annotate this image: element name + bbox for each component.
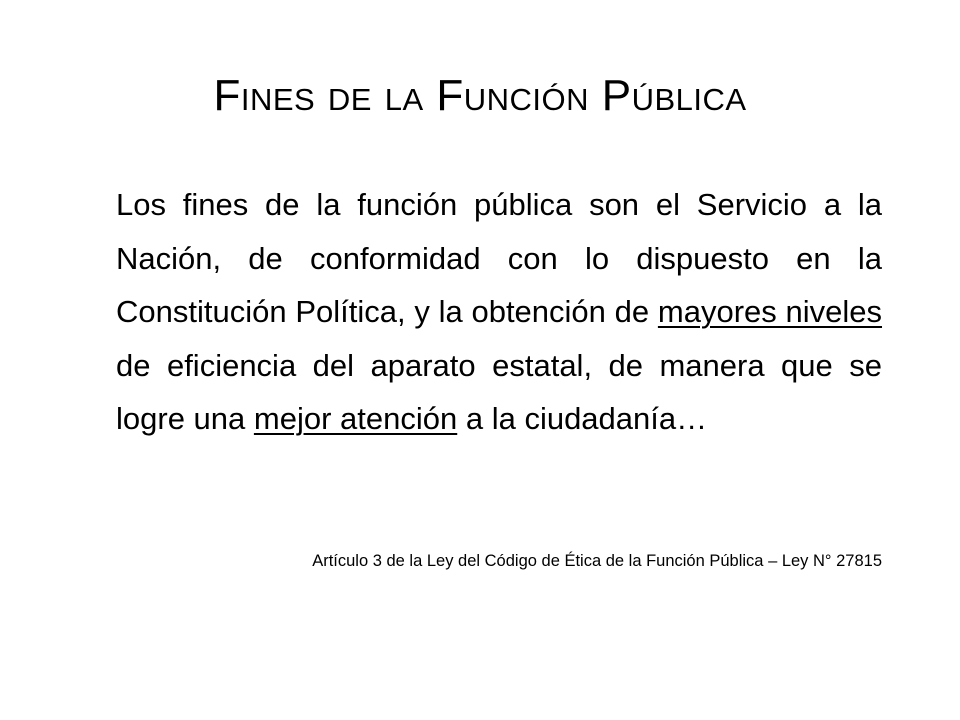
- body-text-part-3: a la ciudadanía…: [457, 401, 708, 436]
- underlined-phrase-mayores-niveles: mayores niveles: [657, 294, 883, 329]
- citation: Artículo 3 de la Ley del Código de Ética de la Función Pública – Ley N° 27815: [312, 552, 882, 570]
- slide-title: Fines de la Función Pública: [213, 71, 747, 120]
- underlined-phrase-mejor-atencion: mejor atención: [253, 401, 458, 436]
- body-text-part-1: Los fines de la función pública son el Servicio a la Nación, de conformidad con lo dispuesto en la Constitución Política, y la obtención de: [116, 187, 882, 329]
- body-text-part-2: de eficiencia del aparato estatal, de manera que se logre una: [116, 347, 882, 436]
- body-paragraph: [116, 178, 882, 446]
